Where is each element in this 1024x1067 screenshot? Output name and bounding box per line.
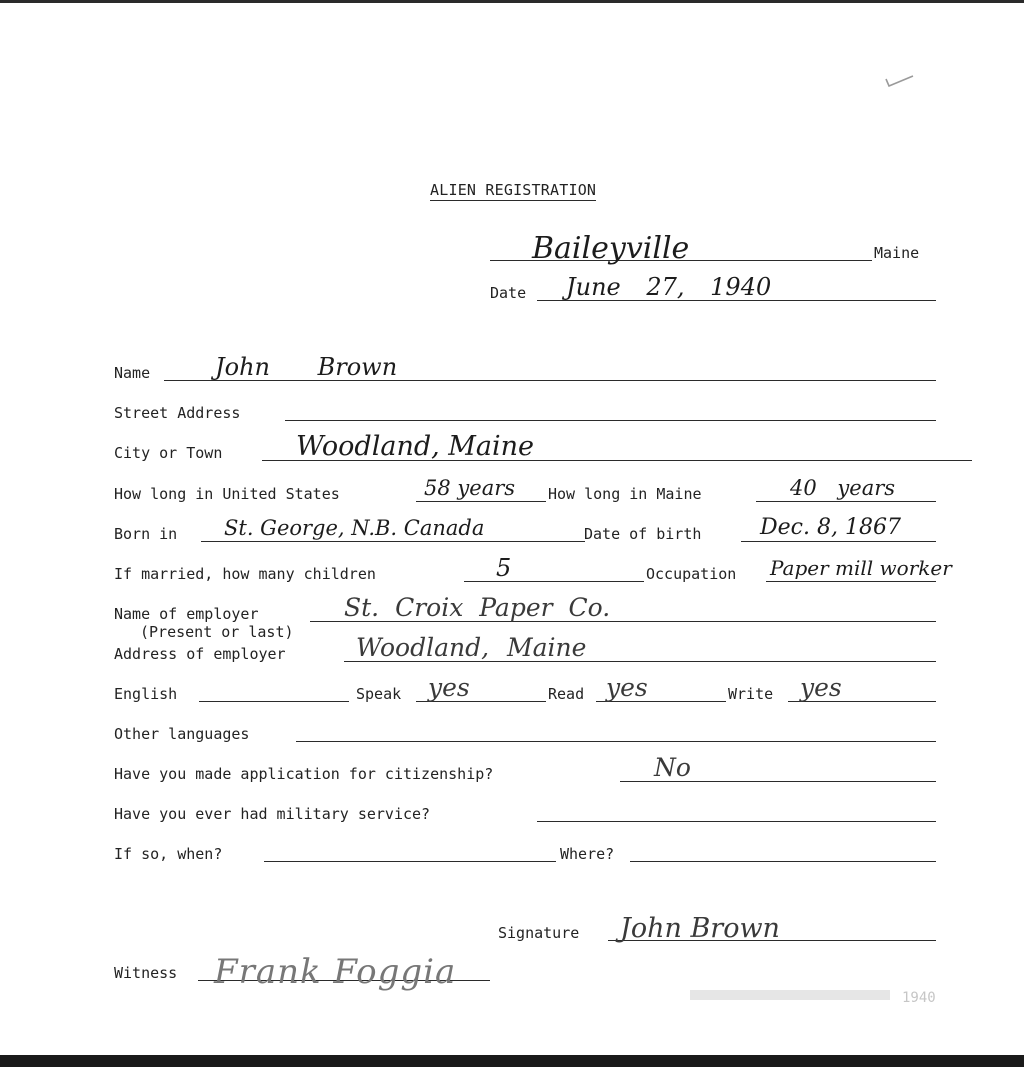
citizenship-label: Have you made application for citizenship? [114,765,494,783]
where-line [630,861,936,862]
born-line [201,541,585,542]
signature-label: Signature [498,924,580,942]
military-line [537,821,936,822]
street-row [0,397,1024,425]
employer-sublabel: (Present or last) [140,623,294,641]
city-value[interactable]: Woodland, Maine [296,431,535,462]
when-line [264,861,556,862]
write-value[interactable]: yes [800,673,842,702]
speak-value[interactable]: yes [428,673,470,702]
family-row [0,554,1024,586]
city-label: City or Town [114,444,223,462]
maine-years-line [756,501,936,502]
employer-label: Name of employer [114,605,259,623]
military-row [0,798,1024,826]
maine-years-value[interactable]: 40 years [790,476,896,500]
speak-label: Speak [356,685,402,703]
dob-label: Date of birth [584,525,702,543]
other-languages-row [0,718,1024,746]
date-label: Date [490,284,527,302]
signature-value[interactable]: John Brown [620,913,780,944]
military-label: Have you ever had military service? [114,805,431,823]
residence-row [0,478,1024,506]
other-languages-label: Other languages [114,725,250,743]
city-row [0,431,1024,465]
name-label: Name [114,364,151,382]
read-value[interactable]: yes [606,673,648,702]
street-label: Street Address [114,404,241,422]
witness-signature[interactable]: Frank Foggia [214,952,457,992]
english-line [199,701,349,702]
faint-stamp-year: 1940 [902,990,936,1006]
dob-line [741,541,936,542]
born-value[interactable]: St. George, N.B. Canada [224,516,485,540]
town-row [0,231,1024,266]
citizenship-row [0,753,1024,786]
children-value[interactable]: 5 [496,554,512,582]
service-detail-row [0,838,1024,866]
state-label: Maine [874,244,920,262]
children-label: If married, how many children [114,565,376,583]
street-line [285,420,936,421]
date-row [0,273,1024,305]
employer-address-row [0,633,1024,666]
occupation-line [766,581,936,582]
when-label: If so, when? [114,845,223,863]
employer-address-value[interactable]: Woodland, Maine [356,633,587,662]
town-value[interactable]: Baileyville [532,231,690,266]
write-label: Write [728,685,774,703]
us-years-line [416,501,546,502]
other-languages-line [296,741,936,742]
occupation-value[interactable]: Paper mill worker [770,556,952,580]
english-label: English [114,685,178,703]
us-years-value[interactable]: 58 years [424,476,516,500]
dob-value[interactable]: Dec. 8, 1867 [760,515,901,540]
witness-row [0,952,1024,992]
name-value[interactable]: John Brown [215,353,398,381]
form-title: ALIEN REGISTRATION [430,181,597,199]
born-label: Born in [114,525,178,543]
check-mark-icon [883,70,917,92]
name-row [0,353,1024,385]
read-label: Read [548,685,585,703]
employer-value[interactable]: St. Croix Paper Co. [344,593,611,622]
maine-years-label: How long in Maine [548,485,702,503]
employer-address-label: Address of employer [114,645,286,663]
children-line [464,581,644,582]
english-row [0,673,1024,706]
signature-row [0,913,1024,945]
employer-row [0,593,1024,626]
where-label: Where? [560,845,615,863]
birth-row [0,515,1024,546]
us-years-label: How long in United States [114,485,340,503]
faint-stamp-bar [690,990,890,1000]
witness-label: Witness [114,964,178,982]
occupation-label: Occupation [646,565,737,583]
citizenship-value[interactable]: No [654,753,691,782]
date-value[interactable]: June 27, 1940 [566,273,772,301]
